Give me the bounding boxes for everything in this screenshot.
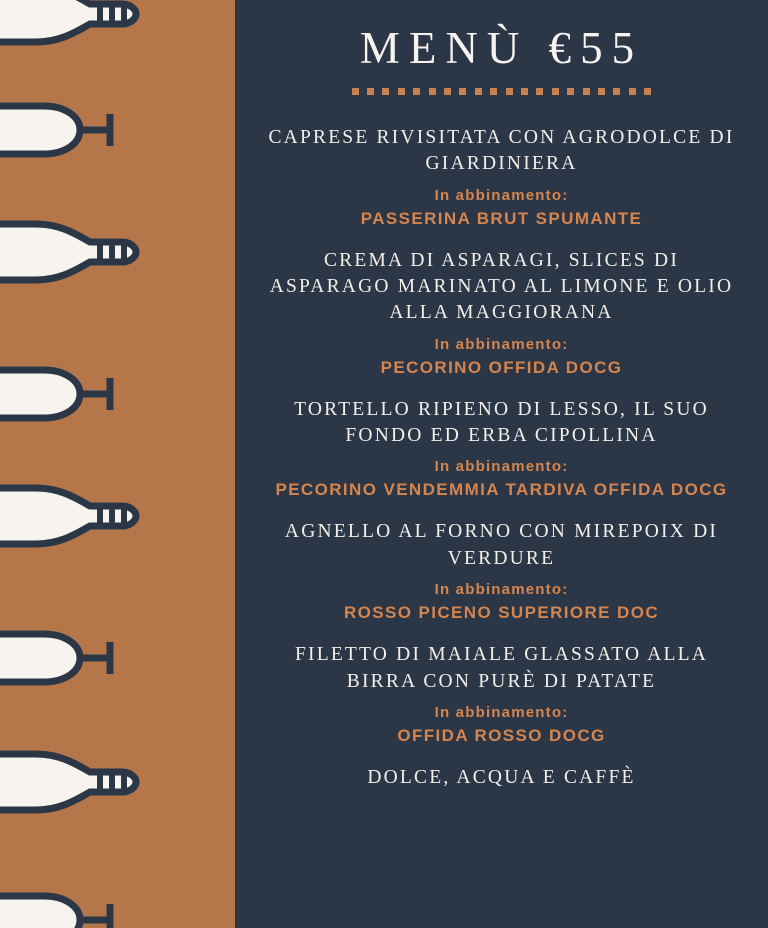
course-item bbox=[261, 397, 742, 502]
course-dish-name: CREMA DI ASPARAGI, SLICES DI ASPARAGO MARINATO AL LIMONE E OLIO ALLA MAGGIORANA bbox=[269, 249, 734, 324]
wine-glass-icon bbox=[0, 876, 200, 928]
course-dish-name: DOLCE, ACQUA E CAFFÈ bbox=[367, 766, 636, 788]
pairing-label: In abbinamento: bbox=[434, 581, 569, 599]
course-item bbox=[261, 125, 742, 230]
pairing-label: In abbinamento: bbox=[434, 458, 569, 476]
wine-bottle-icon bbox=[0, 468, 200, 568]
wine-glass-icon bbox=[0, 86, 200, 186]
pairing-label: In abbinamento: bbox=[434, 186, 569, 204]
pairing-label: In abbinamento: bbox=[434, 335, 569, 353]
decorative-bottle-pattern-strip bbox=[0, 0, 235, 928]
dotted-divider bbox=[352, 88, 652, 95]
pairing-label: In abbinamento: bbox=[434, 703, 569, 721]
course-list bbox=[261, 125, 742, 791]
course-item bbox=[261, 642, 742, 747]
wine-glass-icon bbox=[0, 350, 200, 450]
wine-bottle-icon bbox=[0, 734, 200, 834]
course-item-final bbox=[261, 765, 742, 791]
pairing-wine-name: PASSERINA BRUT SPUMANTE bbox=[360, 208, 643, 228]
pairing-wine-name: PECORINO OFFIDA DOCG bbox=[380, 357, 623, 377]
course-dish-name: TORTELLO RIPIENO DI LESSO, IL SUO FONDO ED ERBA CIPOLLINA bbox=[294, 398, 709, 447]
pairing-wine-name: ROSSO PICENO SUPERIORE DOC bbox=[343, 603, 660, 623]
menu-content-panel bbox=[235, 0, 768, 928]
course-dish-name: FILETTO DI MAIALE GLASSATO ALLA BIRRA CON PURÈ DI PATATE bbox=[294, 644, 709, 692]
pairing-wine-name: PECORINO VENDEMMIA TARDIVA OFFIDA DOCG bbox=[275, 480, 728, 500]
course-dish-name: CAPRESE RIVISITATA CON AGRODOLCE DI GIARDINIERA bbox=[268, 127, 735, 175]
course-item bbox=[261, 519, 742, 624]
wine-bottle-icon bbox=[0, 204, 200, 304]
menu-title: MENÙ €55 bbox=[359, 23, 644, 73]
course-dish-name: AGNELLO AL FORNO CON MIREPOIX DI VERDURE bbox=[284, 521, 719, 569]
wine-glass-icon bbox=[0, 614, 200, 714]
pairing-wine-name: OFFIDA ROSSO DOCG bbox=[397, 725, 606, 745]
course-item bbox=[261, 248, 742, 379]
wine-bottle-icon bbox=[0, 0, 200, 66]
